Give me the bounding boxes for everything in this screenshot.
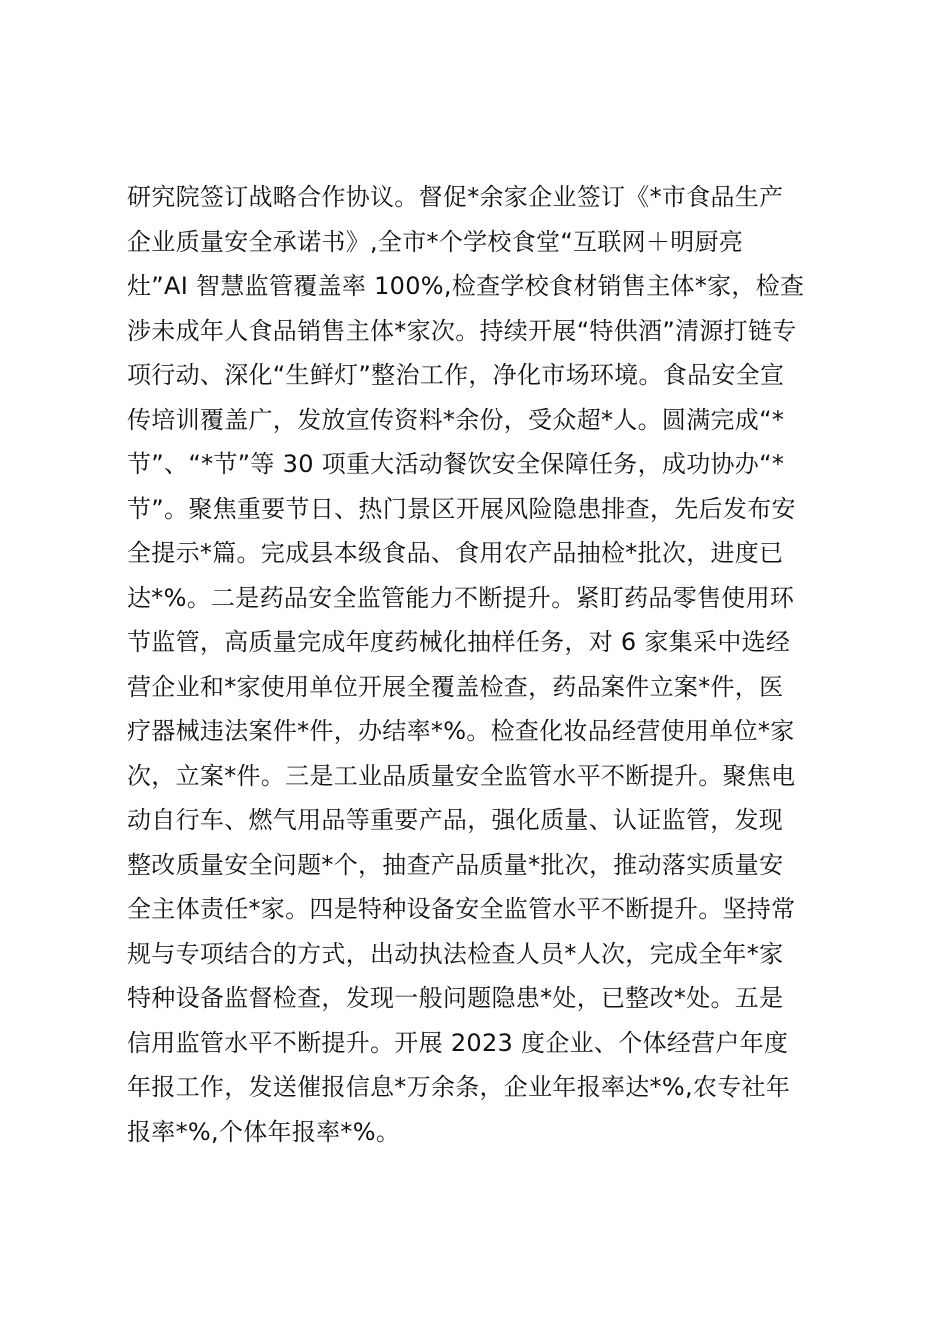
text-line: 次，立案*件。三是工业品质量安全监管水平不断提升。聚焦电 [127,761,796,790]
text-line: 疗器械违法案件*件，办结率*%。检查化妆品经营使用单位*家 [127,717,795,745]
text-line: 全提示*篇。完成县本级食品、食用农产品抽检*批次，进度已 [127,539,784,567]
text-line: 研究院签订战略合作协议。督促*余家企业签订《*市食品生产 [127,183,784,211]
text-line: 节”。聚焦重要节日、热门景区开展风险隐患排查，先后发布安 [127,494,796,523]
text-line: 灶”AI 智慧监管覆盖率 100%,检查学校食材销售主体*家，检查 [127,272,805,300]
text-line: 企业质量安全承诺书》,全市*个学校食堂“互联网＋明厨亮 [127,227,744,256]
text-line: 年报工作，发送催报信息*万余条，企业年报率达*%,农专社年 [127,1073,791,1101]
text-line: 涉未成年人食品销售主体*家次。持续开展“特供酒”清源打链专 [127,316,797,345]
text-line: 全主体责任*家。四是特种设备安全监管水平不断提升。坚持常 [127,895,796,923]
text-line: 传培训覆盖广，发放宣传资料*余份，受众超*人。圆满完成“* [127,405,785,434]
text-line: 整改质量安全问题*个，抽查产品质量*批次，推动落实质量安 [127,850,784,879]
text-line: 节监管，高质量完成年度药械化抽样任务，对 6 家集采中选经 [127,628,791,656]
text-line: 营企业和*家使用单位开展全覆盖检查，药品案件立案*件，医 [127,672,784,701]
text-line: 项行动、深化“生鲜灯”整治工作，净化市场环境。食品安全宣 [127,361,785,389]
text-line: 报率*%,个体年报率*%。 [127,1117,401,1146]
text-line: 达*%。二是药品安全监管能力不断提升。紧盯药品零售使用环 [127,583,795,612]
text-line: 规与专项结合的方式，出动执法检查人员*人次，完成全年*家 [127,939,784,968]
text-line: 动自行车、燃气用品等重要产品，强化质量、认证监管，发现 [127,806,784,834]
text-line: 特种设备监督检查，发现一般问题隐患*处，已整改*处。五是 [127,984,784,1012]
body-paragraph [127,175,847,1154]
text-line: 信用监管水平不断提升。开展 2023 度企业、个体经营户年度 [127,1028,789,1057]
text-line: 节”、“*节”等 30 项重大活动餐饮安全保障任务，成功协办“* [127,450,785,478]
